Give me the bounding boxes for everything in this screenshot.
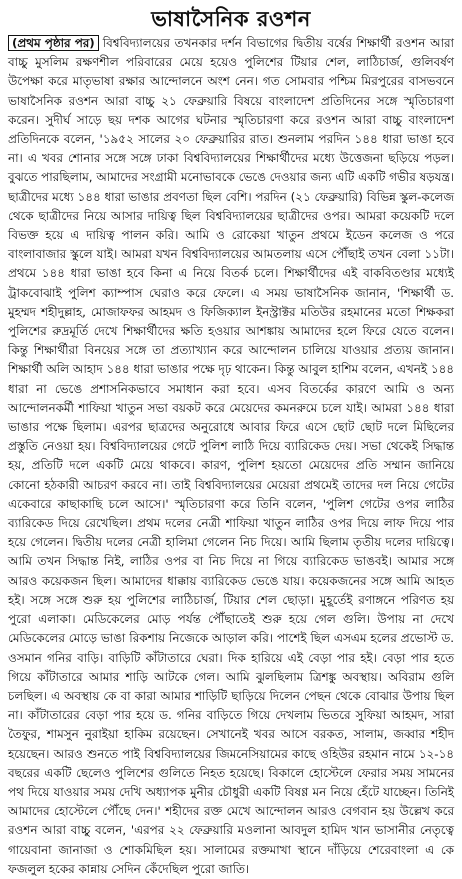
- article-text: বিশ্ববিদ্যালয়ের তখনকার দর্শন বিভাগের দ্বিতীয় বর্ষের শিক্ষার্থী রওশন আরা বাচ্চু মুসলিম রক্ষণশীল পরিবারের মেয়ে হয়েও পুলিশের টিয়ার শেল, লাঠিচার্জ, গুলিবর্ষণ উপেক্ষা করে মাতৃভাষা রক্ষার আন্দোলনে অংশ নেন। গত সোমবার পশ্চিম মিরপুরের বাসভবনে ভাষাসৈনিক রওশন আরা বাচ্চু ২১ ফেব্রুয়ারি বিষয়ে বাংলাদেশ প্রতিদিনের সঙ্গে স্মৃতিচারণা করেন। সুদীর্ঘ সাড়ে ছয় দশক আগের ঘটনার স্মৃতিচারণা করে রওশন আরা বাচ্চু বাংলাদেশ প্রতিদিনকে বলেন, '১৯৫২ সালের ২০ ফেব্রুয়ারির রাত। শুনলাম পরদিন ১৪৪ ধারা ভাঙা হবে না। এ খবর শোনার সঙ্গে সঙ্গে ঢাকা বিশ্ববিদ্যালয়ের শিক্ষার্থীদের মধ্যে উত্তেজনা ছড়িয়ে পড়ল। বুঝতে পারছিলাম, আমাদের সংগ্রামী মনোভাবকে ভেঙে দেওয়ার জন্য এটি একটি গভীর ষড়যন্ত্র। ছাত্রীদের মধ্যে ১৪৪ ধারা ভাঙার প্রবণতা ছিল বেশি। পরদিন (২১ ফেব্রুয়ারি) বিভিন্ন স্কুল-কলেজ থেকে ছাত্রীদের নিয়ে আসার দায়িত্ব ছিল বিশ্ববিদ্যালয়ের ছাত্রীদের ওপর। আমরা কয়েকটি দলে বিভক্ত হয়ে এ দায়িত্ব পালন করি। আমি ও রোকেয়া খাতুন প্রথমে ইডেন কলেজ ও পরে বাংলাবাজার স্কুলে যাই। আমরা যখন বিশ্ববিদ্যালয়ের আমতলায় এসে পৌঁছাই তখন বেলা ১১টা। প্রথমে ১৪৪ ধারা ভাঙা হবে কিনা এ নিয়ে বিতর্ক চলে। শিক্ষার্থীদের এই বাকবিতণ্ডার মধ্যেই ট্রাকবোঝাই পুলিশ ক্যাম্পাস ঘেরাও করে ফেলে। এ সময় ভাষাসৈনিক জানান, 'শিক্ষার্থী ড. মুহম্মদ শহীদুল্লাহ, মোজাফফর আহমদ ও ফিজিক্যাল ইনস্ট্রাক্টর মতিউর রহমানের মতো শিক্ষকরা পুলিশের রুদ্রমূর্তি দেখে শিক্ষার্থীদের ক্ষতি হওয়ার আশঙ্কায় আমাদের হলে ফিরে যেতে বলেন। কিন্তু শিক্ষার্থীরা বিনয়ের সঙ্গে তা প্রত্যাখ্যান করে আন্দোলন চালিয়ে যাওয়ার প্রত্যয় জানান। শিক্ষার্থী অলি আহাদ ১৪৪ ধারা ভাঙার পক্ষে দৃঢ় থাকেন। কিন্তু আবুল হাশিম বলেন, এখনই ১৪৪ ধারা না ভেঙে প্রশাসনিকভাবে সমাধান করা হবে। এসব বিতর্কের কারণে আমি ও অন্য আন্দোলনকর্মী শাফিয়া খাতুন সভা বয়কট করে মেয়েদের কমনরুমে চলে যাই। আমরা ১৪৪ ধারা ভাঙার পক্ষে ছিলাম। এরপর ছাত্রদের অনুরোধে আবার ফিরে এসে ছোট ছোট দলে মিছিলের প্রস্তুতি নেওয়া হয়। বিশ্ববিদ্যালয়ের গেটে পুলিশ লাঠি দিয়ে ব্যারিকেড দেয়। সভা থেকেই সিদ্ধান্ত হয়, প্রতিটি দলে একটি মেয়ে থাকবে। কারণ, পুলিশ হয়তো মেয়েদের প্রতি সম্মান জানিয়ে কোনো হঠকারী আচরণ করবে না। তাই বিশ্ববিদ্যালয়ের মেয়েরা প্রথমেই তাদের দল নিয়ে গেটের একেবারে কাছাকাছি চলে আসে।' স্মৃতিচারণা করে তিনি বলেন, 'পুলিশ গেটের ওপর লাঠির ব্যারিকেড দিয়ে রেখেছিল। প্রথম দলের নেত্রী শাফিয়া খাতুন লাঠির ওপর দিয়ে লাফ দিয়ে পার হয়ে গেলেন। দ্বিতীয় দলের নেত্রী হালিমা গেলেন নিচ দিয়ে। আমি ছিলাম তৃতীয় দলের দায়িত্বে। আমি তখন সিদ্ধান্ত নিই, লাঠির ওপর বা নিচ দিয়ে না গিয়ে ব্যারিকেড ভাঙবই। আমার সঙ্গে আরও কয়েকজন ছিল। আমাদের ধাক্কায় ব্যারিকেড ভেঙে যায়। কয়েকজনের সঙ্গে আমি আহত হই। সঙ্গে সঙ্গে শুরু হয় পুলিশের লাঠিচার্জ, টিয়ার শেল ছোড়া। মুহূর্তেই রণাঙ্গনে পরিণত হয় পুরো এলাকা। মেডিকেলের মোড় পর্যন্ত পৌঁছাতেই শুরু হয়ে গেল গুলি। উপায় না দেখে মেডিকেলের মোড়ে ভাঙা রিকশায় নিজেকে আড়াল করি। পাশেই ছিল এসএম হলের প্রভোস্ট ড. ওসমান গনির বাড়ি। বাড়িটি কাঁটাতারে ঘেরা। দিক হারিয়ে এই বেড়া পার হই। বেড়া পার হতে গিয়ে কাঁটাতারে আমার শাড়ি আটকে গেল। আমি ঝুলছিলাম ত্রিশঙ্কু অবস্থায়। অবিরাম গুলি চলছিল। এ অবস্থায় কে বা কারা আমার শাড়িটি ছাড়িয়ে দিলেন পেছন থেকে বোঝার উপায় ছিল না। কাঁটাতারের বেড়া পার হয়ে ড. গনির বাড়িতে গিয়ে দেখলাম ভিতরে সুফিয়া আহমদ, সারা তৈফুর, শামসুন নুরাইয়া হাকিম রয়েছেন। সেখানেই খবর আসে বরকত, সালাম, জব্বার শহীদ হয়েছেন। আরও শুনতে পাই বিশ্ববিদ্যালয়ের জিমনেসিয়ামের কাছে ওহিউর রহমান নামে ১২-১৪ বছরের একটি ছেলেও পুলিশের গুলিতে নিহত হয়েছে। বিকালে হোস্টেলে ফেরার সময় সামনের পথ দিয়ে যাওয়ার সময় দেখি অধ্যাপক মুনীর চৌধুরী একটি বিষণ্ণ মন নিয়ে হেঁটে যাচ্ছেন। তিনিই আমাদের হোস্টেলে পৌঁছে দেন।' শহীদের রক্ত মেখে আন্দোলন আরও বেগবান হয় উল্লেখ করে রওশন আরা বাচ্চু বলেন, 'এরপর ২২ ফেব্রুয়ারি মওলানা আবদুল হামিদ খান ভাসানীর নেতৃত্বে গায়েবানা জানাজা ও শোকমিছিল হয়। সালামের রক্তমাখা স্থানে দাঁড়িয়ে শেরেবাংলা এ কে ফজলুল হকের কান্নায় সেদিন কেঁদেছিল পুরো জাতি।: [8, 36, 454, 876]
- continuation-label: (প্রথম পৃষ্ঠার পর): [8, 35, 99, 51]
- article-body: [8, 34, 454, 879]
- article-headline: ভাষাসৈনিক রওশন: [151, 7, 311, 31]
